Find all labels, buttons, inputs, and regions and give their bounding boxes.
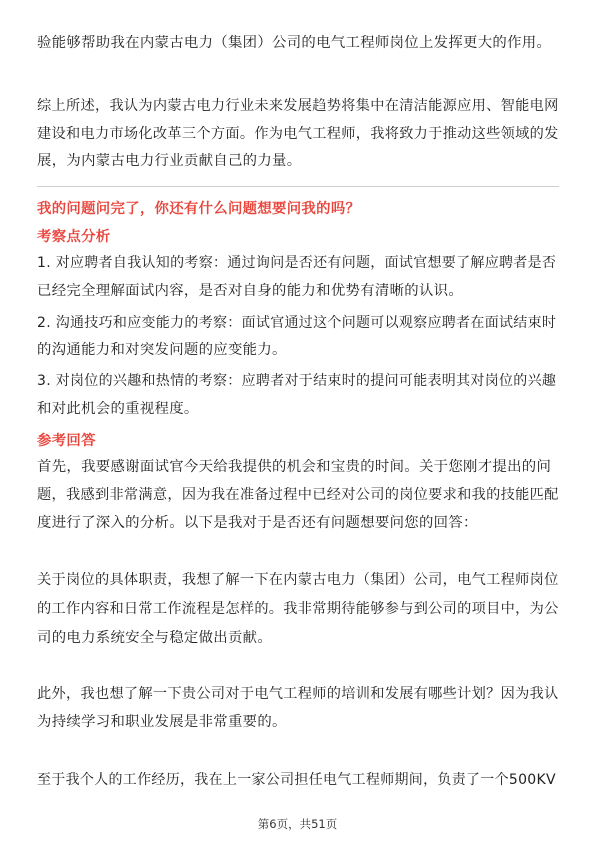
analysis-line: 2. 沟通技巧和应变能力的考察：面试官通过这个问题可以观察应聘者在面试结束时 xyxy=(37,315,557,331)
paragraph-line: 验能够帮助我在内蒙古电力（集团）公司的电气工程师岗位上发挥更大的作用。 xyxy=(37,35,552,51)
question-title: 我的问题问完了，你还有什么问题想要问我的吗？ xyxy=(37,201,361,217)
answer-line: 至于我个人的工作经历，我在上一家公司担任电气工程师期间，负责了一个500KV xyxy=(37,772,556,788)
page-number: 第6页，共51页 xyxy=(257,817,338,831)
answer-line: 度进行了深入的分析。以下是我对于是否还有问题想要问您的回答： xyxy=(37,515,478,531)
answer-line: 的工作内容和日常工作流程是怎样的。我非常期待能够参与到公司的项目中，为公 xyxy=(37,601,559,617)
analysis-line: 1. 对应聘者自我认知的考察：通过询问是否还有问题，面试官想要了解应聘者是否 xyxy=(37,255,557,271)
answer-line: 为持续学习和职业发展是非常重要的。 xyxy=(37,714,287,730)
analysis-line: 3. 对岗位的兴趣和热情的考察：应聘者对于结束时的提问可能表明其对岗位的兴趣 xyxy=(37,373,557,389)
analysis-line: 和对此机会的重视程度。 xyxy=(37,401,199,417)
answer-line: 题，我感到非常满意，因为我在准备过程中已经对公司的岗位要求和我的技能匹配 xyxy=(37,487,559,503)
answer-line: 司的电力系统安全与稳定做出贡献。 xyxy=(37,630,273,646)
analysis-line: 的沟通能力和对突发问题的应变能力。 xyxy=(37,342,287,358)
answer-line: 此外，我也想了解一下贵公司对于电气工程师的培训和发展有哪些计划？因为我认 xyxy=(37,686,559,702)
paragraph-line: 综上所述，我认为内蒙古电力行业未来发展趋势将集中在清洁能源应用、智能电网 xyxy=(37,98,559,114)
analysis-line: 已经完全理解面试内容，是否对自身的能力和优势有清晰的认识。 xyxy=(37,283,464,299)
answer-line: 首先，我要感谢面试官今天给我提供的机会和宝贵的时间。关于您刚才提出的问 xyxy=(37,459,552,475)
analysis-heading: 考察点分析 xyxy=(37,229,111,245)
answer-heading: 参考回答 xyxy=(37,433,96,449)
paragraph-line: 展，为内蒙古电力行业贡献自己的力量。 xyxy=(37,153,302,169)
answer-line: 关于岗位的具体职责，我想了解一下在内蒙古电力（集团）公司，电气工程师岗位 xyxy=(37,572,559,588)
section-divider xyxy=(37,186,559,187)
paragraph-line: 建设和电力市场化改革三个方面。作为电气工程师，我将致力于推动这些领域的发 xyxy=(37,126,559,142)
